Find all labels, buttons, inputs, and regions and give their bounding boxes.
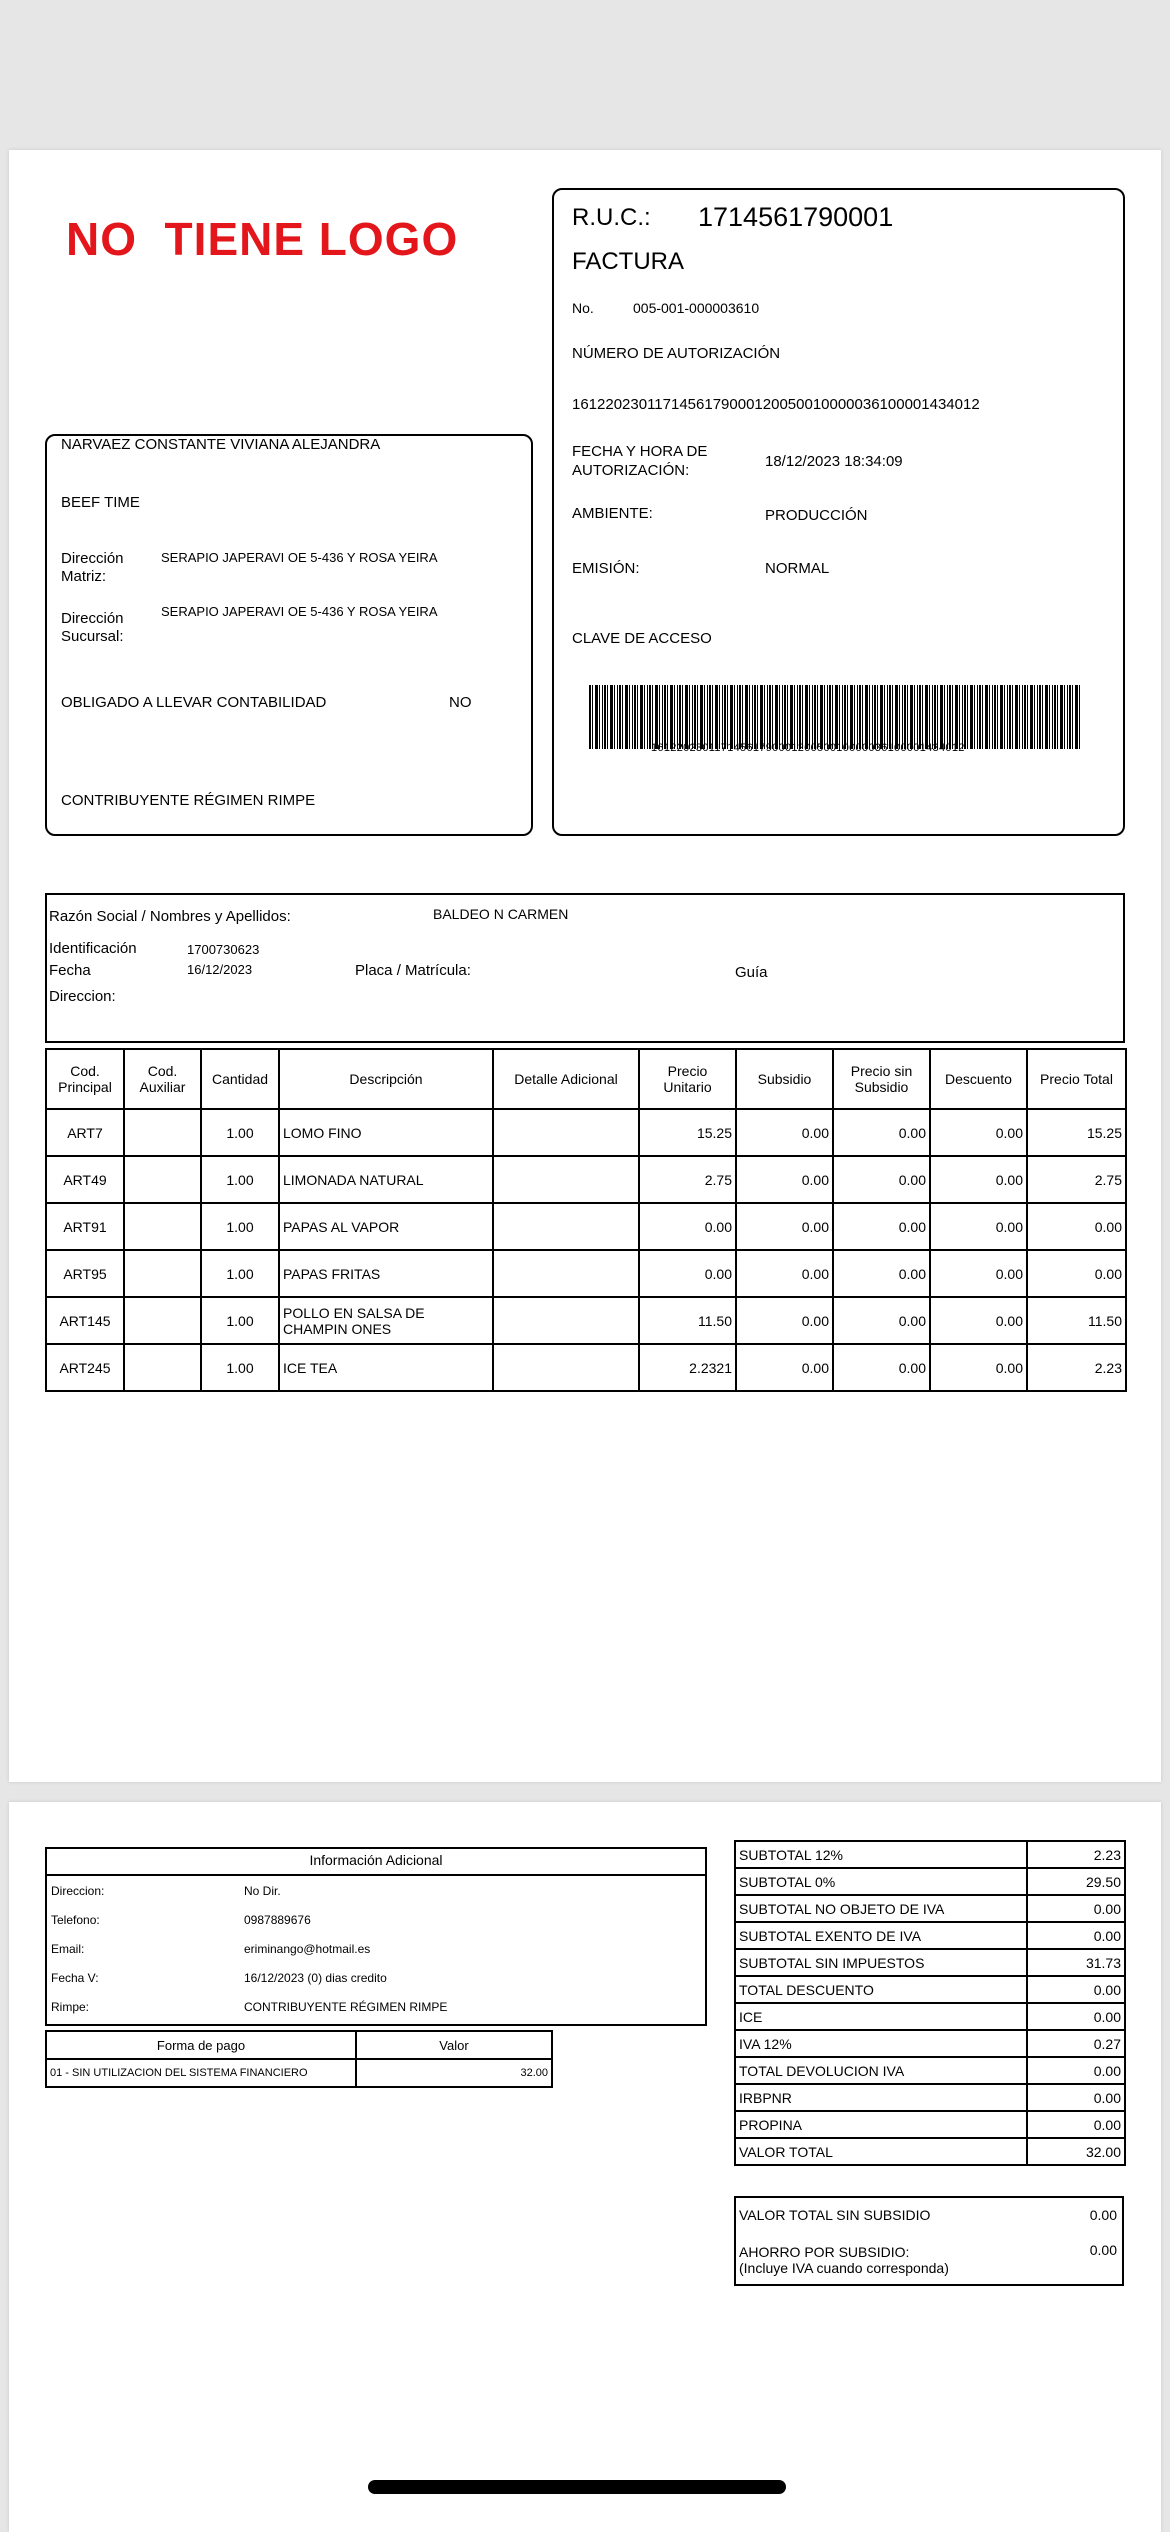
totals-row xyxy=(735,1895,1125,1922)
item-aux-code xyxy=(124,1250,201,1297)
invoice-number-label: No. xyxy=(572,300,594,316)
accounting-label: OBLIGADO A LLEVAR CONTABILIDAD xyxy=(61,694,327,711)
table-row xyxy=(46,1203,1126,1250)
total-value: 0.00 xyxy=(1027,1895,1125,1922)
total-value: 31.73 xyxy=(1027,1949,1125,1976)
table-row xyxy=(46,1344,1126,1391)
item-aux-code xyxy=(124,1156,201,1203)
emission-label: EMISIÓN: xyxy=(572,560,640,577)
info-value: CONTRIBUYENTE RÉGIMEN RIMPE xyxy=(244,2000,448,2014)
totals-row xyxy=(735,2057,1125,2084)
item-price-no-subsidy: 0.00 xyxy=(833,1297,930,1344)
subsidy-savings-label: AHORRO POR SUBSIDIO: xyxy=(739,2244,910,2260)
info-value: eriminango@hotmail.es xyxy=(244,1942,371,1956)
total-value: 0.00 xyxy=(1027,2084,1125,2111)
item-quantity: 1.00 xyxy=(201,1344,279,1391)
item-description: LOMO FINO xyxy=(279,1109,493,1156)
subsidy-savings-value: 0.00 xyxy=(1089,2242,1117,2258)
item-code: ART245 xyxy=(46,1344,124,1391)
item-quantity: 1.00 xyxy=(201,1156,279,1203)
item-subsidy: 0.00 xyxy=(736,1297,833,1344)
issuer-name: NARVAEZ CONSTANTE VIVIANA ALEJANDRA xyxy=(61,436,381,453)
item-quantity: 1.00 xyxy=(201,1203,279,1250)
customer-id: 1700730623 xyxy=(187,942,260,957)
item-total: 11.50 xyxy=(1027,1297,1126,1344)
item-unit-price: 15.25 xyxy=(639,1109,736,1156)
item-detail xyxy=(493,1250,639,1297)
item-code: ART49 xyxy=(46,1156,124,1203)
table-row xyxy=(46,1297,1126,1344)
item-discount: 0.00 xyxy=(930,1203,1027,1250)
total-label: SUBTOTAL NO OBJETO DE IVA xyxy=(735,1895,1027,1922)
item-unit-price: 0.00 xyxy=(639,1203,736,1250)
info-value: 16/12/2023 (0) dias credito xyxy=(244,1971,387,1985)
item-aux-code xyxy=(124,1109,201,1156)
access-key-barcode xyxy=(589,685,1081,749)
item-price-no-subsidy: 0.00 xyxy=(833,1250,930,1297)
subsidy-savings-note: (Incluye IVA cuando corresponda) xyxy=(739,2260,949,2276)
col-header: Detalle Adicional xyxy=(493,1049,639,1109)
customer-name: BALDEO N CARMEN xyxy=(433,906,569,922)
item-price-no-subsidy: 0.00 xyxy=(833,1156,930,1203)
item-subsidy: 0.00 xyxy=(736,1156,833,1203)
total-label: ICE xyxy=(735,2003,1027,2030)
item-detail xyxy=(493,1109,639,1156)
customer-date: 16/12/2023 xyxy=(187,962,253,977)
total-value: 32.00 xyxy=(1027,2138,1125,2165)
total-value: 29.50 xyxy=(1027,1868,1125,1895)
item-subsidy: 0.00 xyxy=(736,1250,833,1297)
item-quantity: 1.00 xyxy=(201,1109,279,1156)
payment-method-header: Forma de pago xyxy=(46,2031,356,2059)
payment-header-row xyxy=(46,2031,552,2059)
total-label: IRBPNR xyxy=(735,2084,1027,2111)
ruc-value: 1714561790001 xyxy=(698,202,894,232)
item-unit-price: 2.75 xyxy=(639,1156,736,1203)
item-discount: 0.00 xyxy=(930,1344,1027,1391)
totals-row xyxy=(735,2111,1125,2138)
item-description: POLLO EN SALSA DE CHAMPIN ONES xyxy=(279,1297,493,1344)
totals-row xyxy=(735,2030,1125,2057)
subsidy-total-label: VALOR TOTAL SIN SUBSIDIO xyxy=(739,2207,931,2223)
item-subsidy: 0.00 xyxy=(736,1203,833,1250)
col-header: Cod. Principal xyxy=(46,1049,124,1109)
item-total: 0.00 xyxy=(1027,1250,1126,1297)
item-subsidy: 0.00 xyxy=(736,1344,833,1391)
accounting-value: NO xyxy=(449,694,472,711)
totals-row xyxy=(735,2138,1125,2165)
total-label: IVA 12% xyxy=(735,2030,1027,2057)
item-price-no-subsidy: 0.00 xyxy=(833,1109,930,1156)
item-code: ART95 xyxy=(46,1250,124,1297)
invoice-number: 005-001-000003610 xyxy=(633,300,760,316)
info-label: Email: xyxy=(51,1942,85,1956)
total-label: SUBTOTAL 0% xyxy=(735,1868,1027,1895)
info-value: No Dir. xyxy=(244,1884,281,1898)
totals-row xyxy=(735,2084,1125,2111)
additional-info-title: Información Adicional xyxy=(309,1852,443,1868)
table-row xyxy=(46,1156,1126,1203)
customer-id-label: Identificación xyxy=(49,940,137,957)
payment-value: 32.00 xyxy=(356,2059,552,2087)
item-discount: 0.00 xyxy=(930,1156,1027,1203)
item-discount: 0.00 xyxy=(930,1297,1027,1344)
item-description: PAPAS FRITAS xyxy=(279,1250,493,1297)
item-detail xyxy=(493,1156,639,1203)
additional-info-divider xyxy=(45,1874,707,1876)
info-value: 0987889676 xyxy=(244,1913,311,1927)
invoice-page-1 xyxy=(9,150,1161,1782)
item-discount: 0.00 xyxy=(930,1250,1027,1297)
item-code: ART145 xyxy=(46,1297,124,1344)
authorization-label: NÚMERO DE AUTORIZACIÓN xyxy=(572,345,781,362)
payment-method: 01 - SIN UTILIZACION DEL SISTEMA FINANCIERO xyxy=(46,2059,356,2087)
item-total: 2.23 xyxy=(1027,1344,1126,1391)
item-description: ICE TEA xyxy=(279,1344,493,1391)
item-detail xyxy=(493,1344,639,1391)
ruc-label: R.U.C.: xyxy=(572,204,651,231)
total-value: 0.00 xyxy=(1027,2057,1125,2084)
item-description: PAPAS AL VAPOR xyxy=(279,1203,493,1250)
branch-address-value: SERAPIO JAPERAVI OE 5-436 Y ROSA YEIRA xyxy=(161,604,438,619)
invoice-page-2 xyxy=(9,1802,1161,2532)
total-label: SUBTOTAL EXENTO DE IVA xyxy=(735,1922,1027,1949)
guide-label: Guía xyxy=(735,964,768,981)
item-detail xyxy=(493,1203,639,1250)
authorization-number: 1612202301171456179000120050010000036100001434012 xyxy=(572,396,980,413)
items-table xyxy=(45,1048,1127,1392)
totals-row xyxy=(735,1949,1125,1976)
item-total: 0.00 xyxy=(1027,1203,1126,1250)
info-label: Direccion: xyxy=(51,1884,105,1898)
item-code: ART91 xyxy=(46,1203,124,1250)
matrix-address-value: SERAPIO JAPERAVI OE 5-436 Y ROSA YEIRA xyxy=(161,550,438,565)
authorization-date-label: FECHA Y HORA DE AUTORIZACIÓN: xyxy=(572,443,708,479)
item-price-no-subsidy: 0.00 xyxy=(833,1344,930,1391)
item-total: 15.25 xyxy=(1027,1109,1126,1156)
home-indicator xyxy=(368,2480,786,2494)
issuer-regime: CONTRIBUYENTE RÉGIMEN RIMPE xyxy=(61,792,316,809)
total-value: 0.27 xyxy=(1027,2030,1125,2057)
col-header: Precio sin Subsidio xyxy=(833,1049,930,1109)
item-quantity: 1.00 xyxy=(201,1297,279,1344)
branch-address-label: Dirección Sucursal: xyxy=(61,610,124,645)
col-header: Precio Total xyxy=(1027,1049,1126,1109)
totals-table xyxy=(734,1840,1126,2166)
issuer-trade-name: BEEF TIME xyxy=(61,494,140,511)
item-unit-price: 2.2321 xyxy=(639,1344,736,1391)
item-aux-code xyxy=(124,1297,201,1344)
item-aux-code xyxy=(124,1203,201,1250)
item-price-no-subsidy: 0.00 xyxy=(833,1203,930,1250)
table-row xyxy=(46,1250,1126,1297)
item-unit-price: 0.00 xyxy=(639,1250,736,1297)
document-type: FACTURA xyxy=(572,248,685,275)
total-value: 0.00 xyxy=(1027,2003,1125,2030)
access-key-label: CLAVE DE ACCESO xyxy=(572,630,712,647)
customer-date-label: Fecha xyxy=(49,962,91,979)
table-row xyxy=(46,1109,1126,1156)
total-label: TOTAL DESCUENTO xyxy=(735,1976,1027,2003)
total-label: VALOR TOTAL xyxy=(735,2138,1027,2165)
plate-label: Placa / Matrícula: xyxy=(355,962,471,979)
total-label: SUBTOTAL SIN IMPUESTOS xyxy=(735,1949,1027,1976)
total-value: 0.00 xyxy=(1027,2111,1125,2138)
customer-name-label: Razón Social / Nombres y Apellidos: xyxy=(49,908,291,925)
totals-row xyxy=(735,1922,1125,1949)
subsidy-total-value: 0.00 xyxy=(1089,2207,1117,2223)
environment-value: PRODUCCIÓN xyxy=(765,507,868,524)
item-total: 2.75 xyxy=(1027,1156,1126,1203)
logo-placeholder: NO TIENE LOGO xyxy=(66,213,459,265)
col-header: Cantidad xyxy=(201,1049,279,1109)
item-aux-code xyxy=(124,1344,201,1391)
matrix-address-label: Dirección Matriz: xyxy=(61,550,124,585)
total-value: 2.23 xyxy=(1027,1841,1125,1868)
payment-value-header: Valor xyxy=(356,2031,552,2059)
item-subsidy: 0.00 xyxy=(736,1109,833,1156)
emission-value: NORMAL xyxy=(765,560,830,577)
totals-row xyxy=(735,2003,1125,2030)
total-label: TOTAL DEVOLUCION IVA xyxy=(735,2057,1027,2084)
col-header: Descripción xyxy=(279,1049,493,1109)
item-discount: 0.00 xyxy=(930,1109,1027,1156)
col-header: Cod. Auxiliar xyxy=(124,1049,201,1109)
authorization-date: 18/12/2023 18:34:09 xyxy=(765,453,903,470)
total-value: 0.00 xyxy=(1027,1976,1125,2003)
item-detail xyxy=(493,1297,639,1344)
items-header-row xyxy=(46,1049,1126,1109)
info-label: Rimpe: xyxy=(51,2000,90,2014)
item-code: ART7 xyxy=(46,1109,124,1156)
totals-row xyxy=(735,1841,1125,1868)
total-value: 0.00 xyxy=(1027,1922,1125,1949)
col-header: Precio Unitario xyxy=(639,1049,736,1109)
info-label: Fecha V: xyxy=(51,1971,99,1985)
col-header: Descuento xyxy=(930,1049,1027,1109)
total-label: PROPINA xyxy=(735,2111,1027,2138)
total-label: SUBTOTAL 12% xyxy=(735,1841,1027,1868)
payment-table xyxy=(45,2030,553,2088)
info-label: Telefono: xyxy=(51,1913,100,1927)
environment-label: AMBIENTE: xyxy=(572,505,653,522)
totals-row xyxy=(735,1976,1125,2003)
item-quantity: 1.00 xyxy=(201,1250,279,1297)
item-description: LIMONADA NATURAL xyxy=(279,1156,493,1203)
customer-address-label: Direccion: xyxy=(49,988,116,1005)
col-header: Subsidio xyxy=(736,1049,833,1109)
item-unit-price: 11.50 xyxy=(639,1297,736,1344)
barcode-text: 1612202301171456179000120050010000036100001434012 xyxy=(651,742,965,754)
table-row xyxy=(46,2059,552,2087)
totals-row xyxy=(735,1868,1125,1895)
